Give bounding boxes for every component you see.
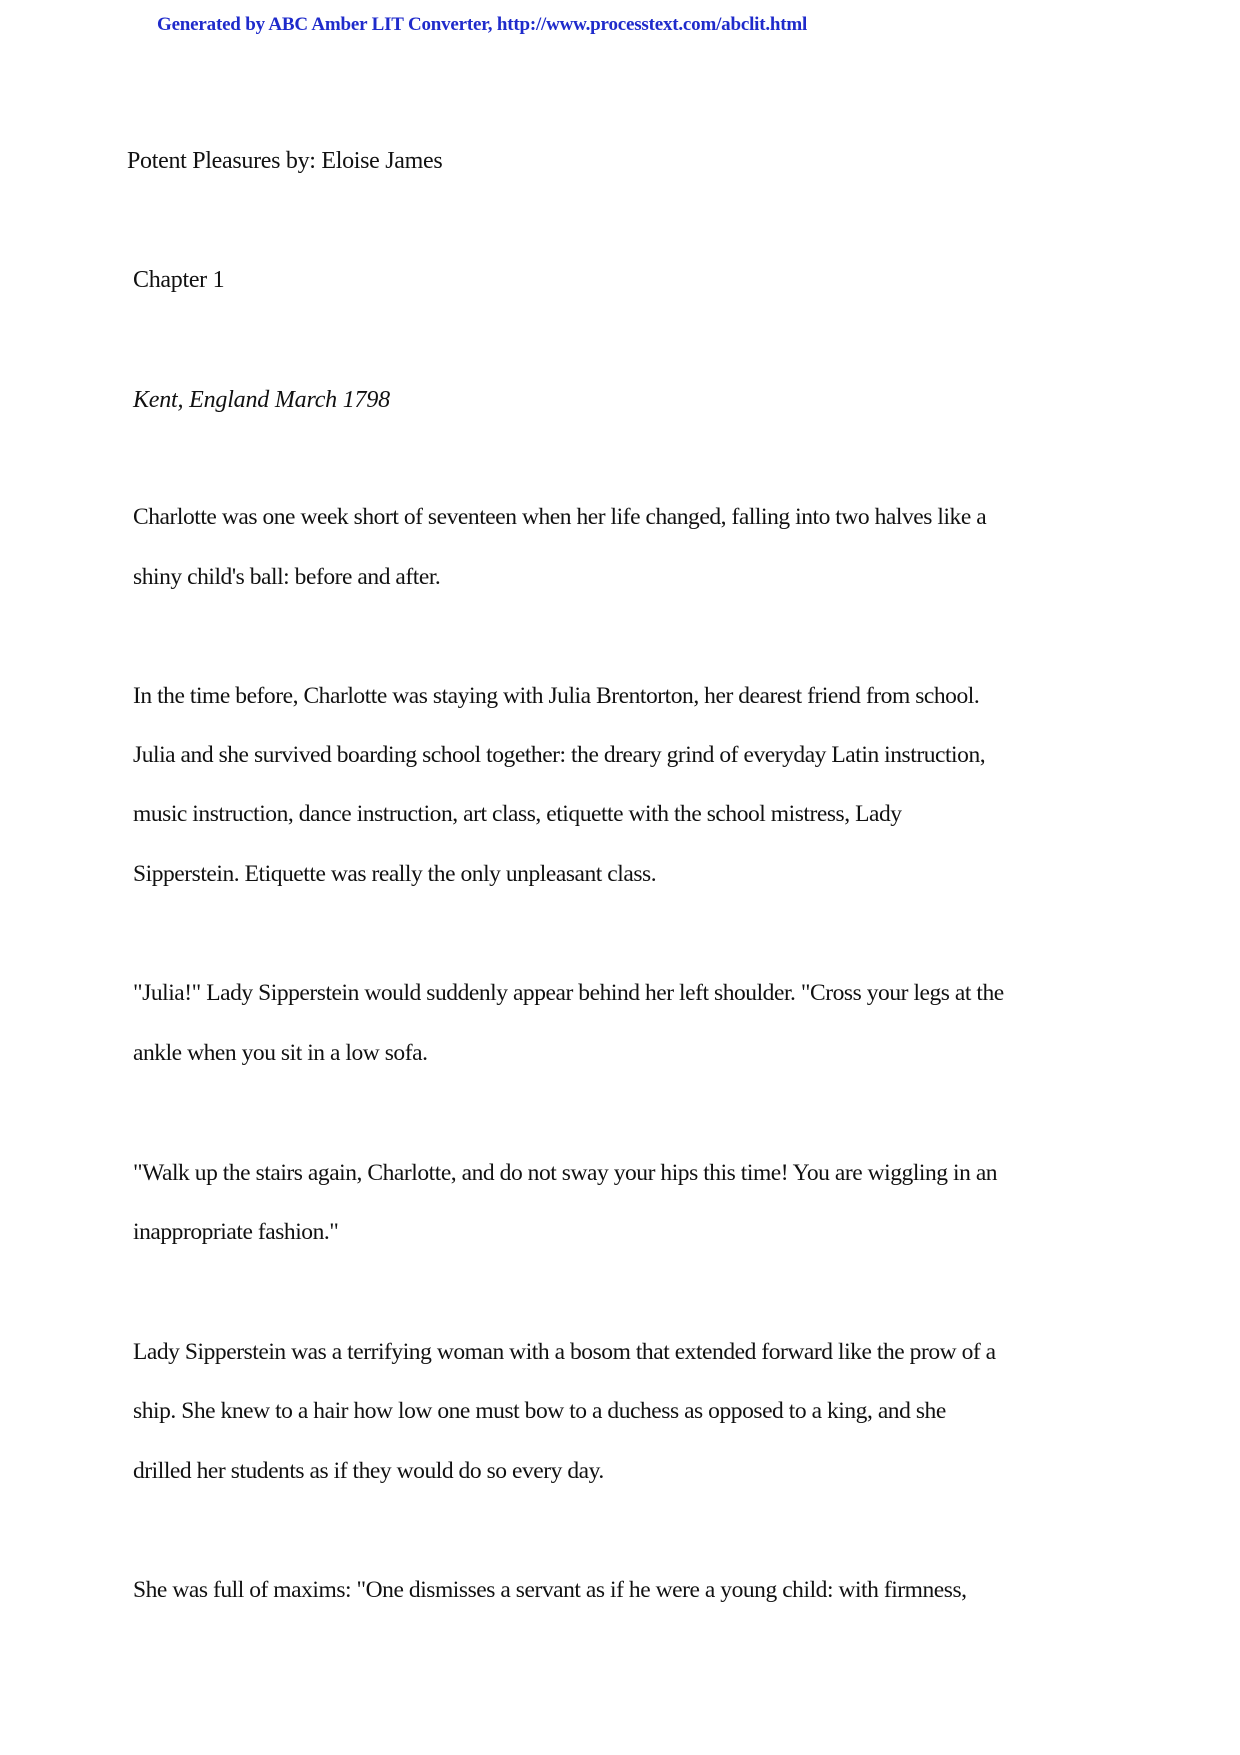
chapter-heading: Chapter 1 (133, 267, 225, 293)
body-text-line: music instruction, dance instruction, art class, etiquette with the school mistress, Lady (133, 801, 902, 827)
body-text-line: ship. She knew to a hair how low one must bow to a duchess as opposed to a king, and she (133, 1398, 946, 1424)
body-text-line: "Walk up the stairs again, Charlotte, and do not sway your hips this time! You are wiggling in an (133, 1160, 998, 1186)
body-text-line: Julia and she survived boarding school together: the dreary grind of everyday Latin instruction, (133, 742, 986, 768)
generator-link[interactable]: Generated by ABC Amber LIT Converter, http://www.processtext.com/abclit.html (157, 14, 808, 35)
place-date-heading: Kent, England March 1798 (133, 387, 390, 413)
body-text-line: inappropriate fashion." (133, 1219, 339, 1245)
body-text-line: ankle when you sit in a low sofa. (133, 1040, 428, 1066)
body-text-line: In the time before, Charlotte was staying with Julia Brentorton, her dearest friend from school. (133, 683, 980, 709)
body-text-line: Charlotte was one week short of seventeen when her life changed, falling into two halves like a (133, 504, 987, 530)
body-text-line: shiny child's ball: before and after. (133, 564, 441, 590)
body-text-line: "Julia!" Lady Sipperstein would suddenly appear behind her left shoulder. "Cross your legs at the (133, 980, 1004, 1006)
body-text-line: drilled her students as if they would do so every day. (133, 1458, 604, 1484)
body-text-line: Lady Sipperstein was a terrifying woman with a bosom that extended forward like the prow of a (133, 1339, 996, 1365)
body-text-line: Sipperstein. Etiquette was really the only unpleasant class. (133, 861, 657, 887)
book-title: Potent Pleasures by: Eloise James (127, 148, 443, 174)
body-text-line: She was full of maxims: "One dismisses a servant as if he were a young child: with firmness, (133, 1577, 967, 1603)
